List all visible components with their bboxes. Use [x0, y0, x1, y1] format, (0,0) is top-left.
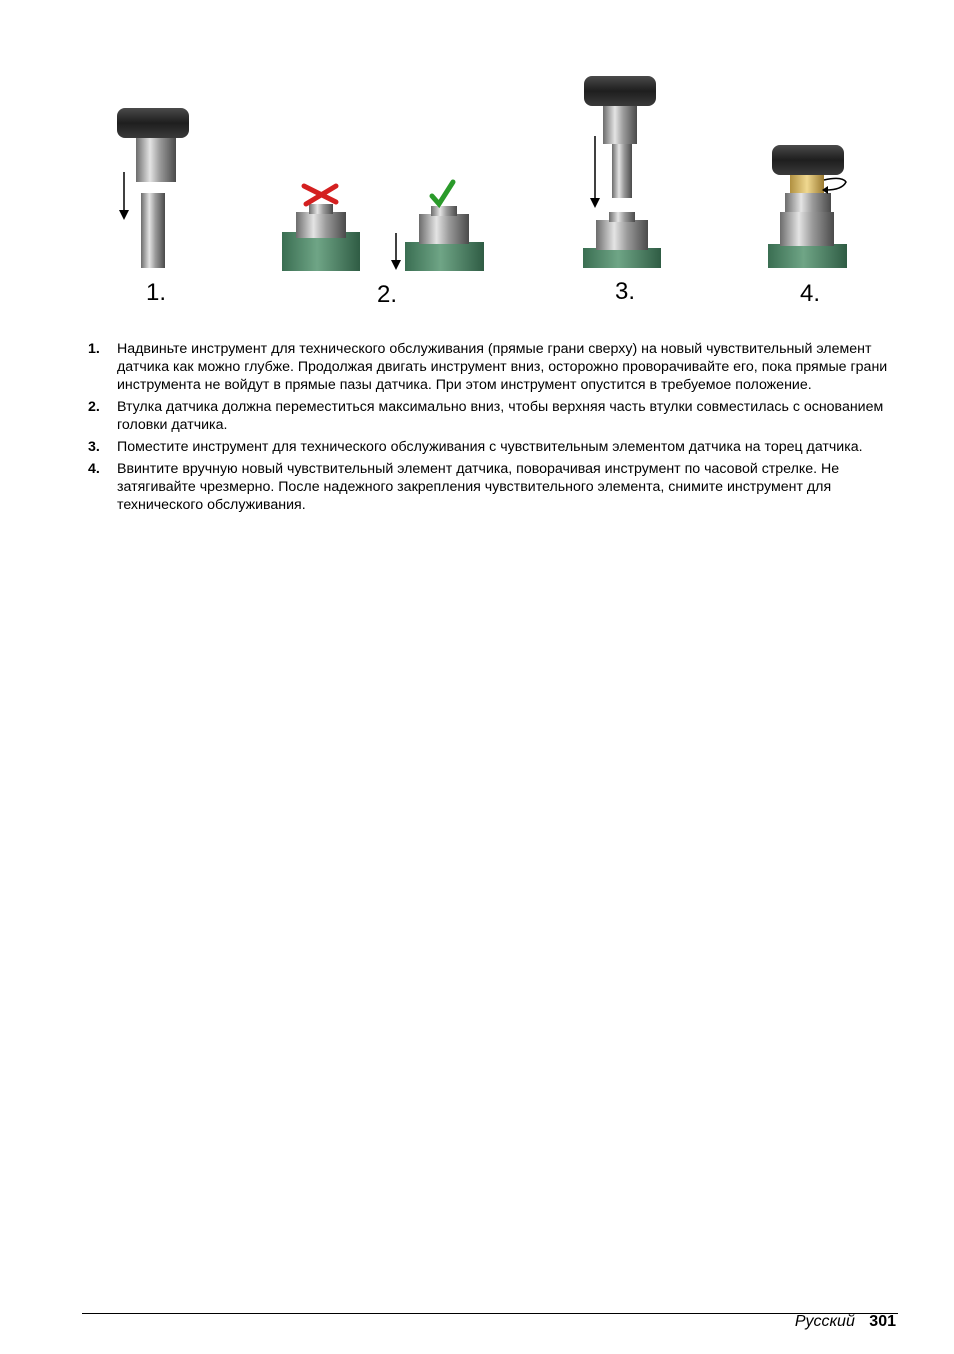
- step-number: 3.: [88, 439, 100, 455]
- footer-divider: [82, 1313, 898, 1314]
- step-3-illustration: [583, 76, 661, 268]
- step-text: Ввинтите вручную новый чувствительный элемент датчика, поворачивая инструмент по часовой стрелке. Не затягивайте чрезмерно. После надежного закрепления чувствительного элемента, снимите инструмент для технического обслуживания.: [117, 461, 840, 513]
- instruction-list: [88, 340, 898, 518]
- step-text: Втулка датчика должна переместиться максимально вниз, чтобы верхняя часть втулки совместилась с основанием головки датчика.: [117, 399, 884, 433]
- page-number: 301: [869, 1313, 896, 1330]
- step-number: 2.: [88, 399, 100, 415]
- instruction-item: [88, 438, 898, 456]
- step-1-illustration: [117, 108, 189, 268]
- sensor-replacement-illustration: [0, 0, 954, 320]
- step-text: Надвиньте инструмент для технического обслуживания (прямые грани сверху) на новый чувствительный элемент датчика как можно глубже. Продолжая двигать инструмент вниз, осторожно проворачивайте его, пока прямые грани инструмента не войдут в прямые пазы датчика. При этом инструмент опустится в требуемое положение.: [117, 341, 888, 393]
- step-number: 4.: [88, 461, 100, 477]
- instruction-item: [88, 460, 898, 514]
- footer-language: Русский: [794, 1313, 855, 1330]
- step-label-3: 3.: [615, 278, 636, 305]
- instruction-item: [88, 398, 898, 434]
- correct-position: [405, 182, 484, 271]
- step-text: Поместите инструмент для технического обслуживания с чувствительным элементом датчика на торец датчика.: [117, 439, 863, 455]
- step-label-2: 2.: [377, 281, 398, 308]
- page-footer: [795, 1313, 896, 1331]
- check-icon: [432, 182, 453, 204]
- cross-icon: [304, 186, 336, 204]
- wrong-position: [282, 186, 360, 271]
- step-number: 1.: [88, 341, 100, 357]
- instruction-item: [88, 340, 898, 394]
- step-4-illustration: [768, 145, 847, 268]
- step-label-4: 4.: [800, 280, 821, 307]
- step-label-1: 1.: [146, 279, 167, 306]
- step-2-illustration: [282, 182, 484, 271]
